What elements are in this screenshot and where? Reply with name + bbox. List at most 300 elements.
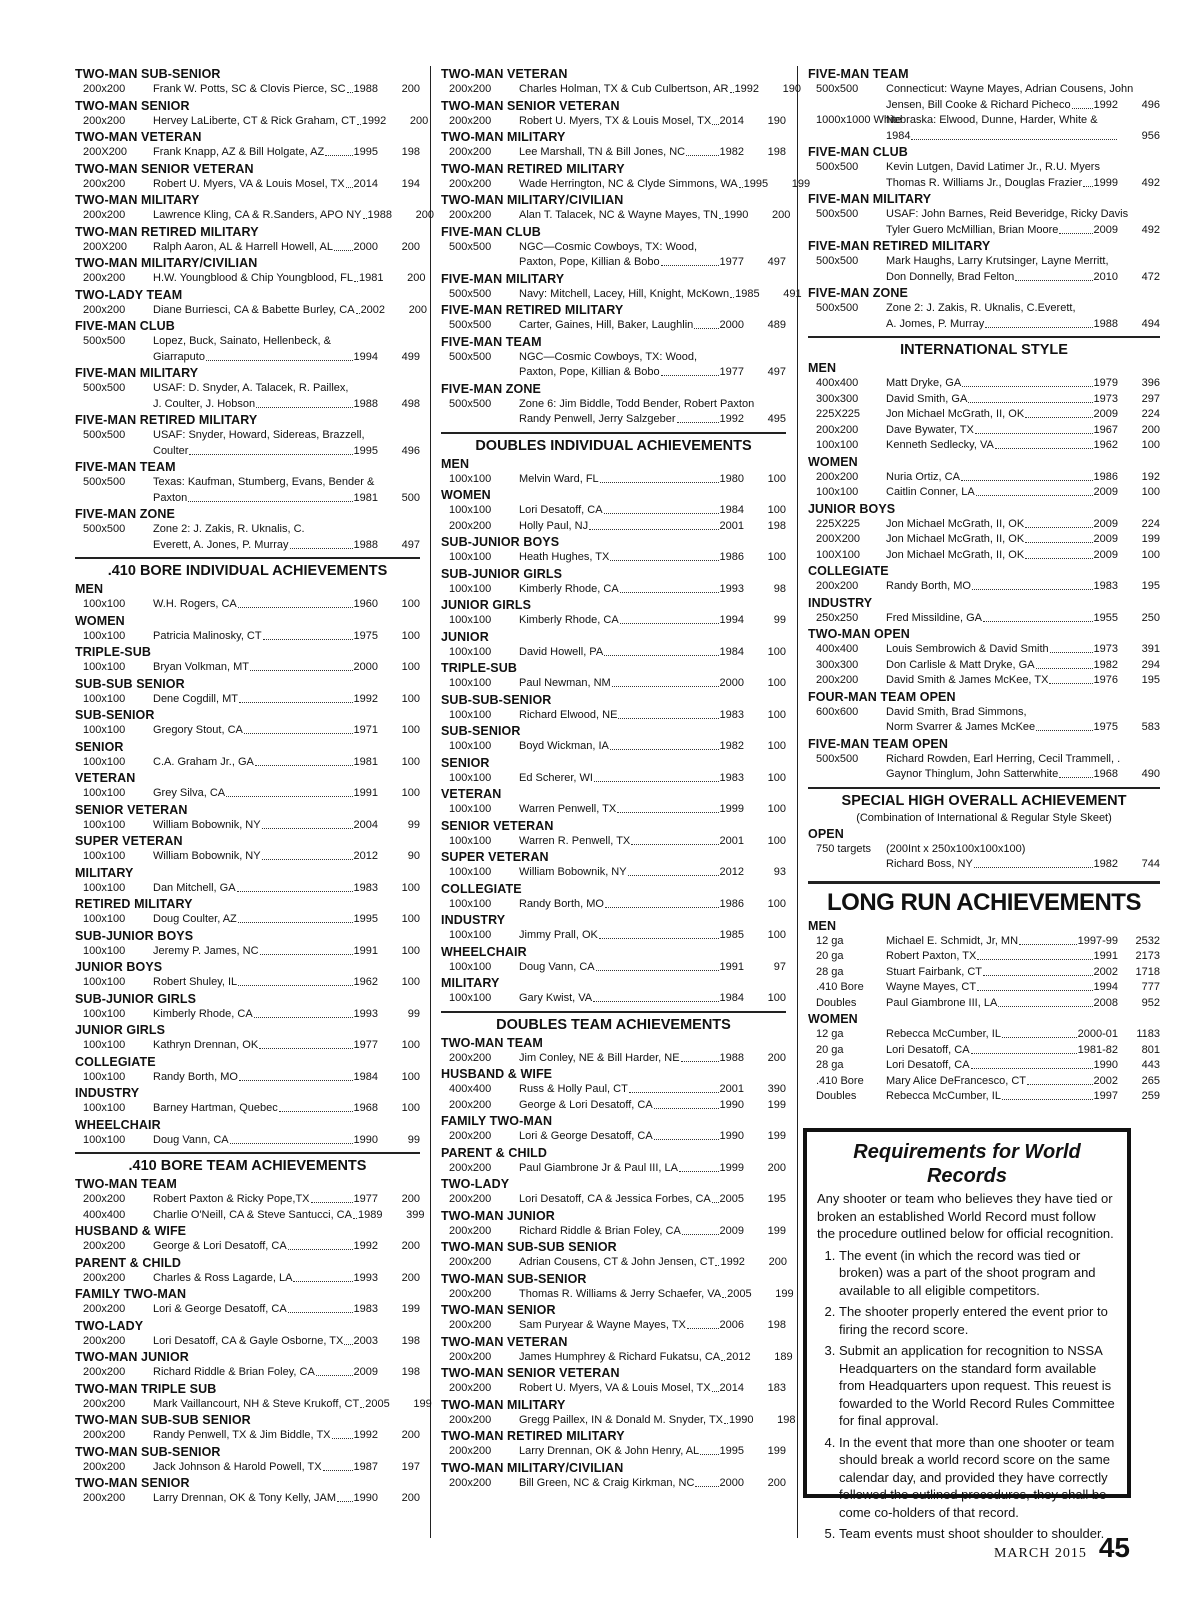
record-year: 2003: [353, 1334, 378, 1347]
record-holder: [886, 207, 1128, 223]
record-score: 199: [775, 1287, 794, 1300]
record-holder: [519, 412, 744, 428]
record-score: 2532: [1135, 934, 1160, 947]
dot-leader: [968, 392, 1092, 403]
record-name: Ed Scherer, WI: [519, 771, 593, 784]
record-name: Richard Boss, NY: [886, 858, 973, 870]
record-name: Warren R. Penwell, TX: [519, 834, 631, 847]
dot-leader: [188, 491, 352, 502]
record-year: 1992: [353, 692, 378, 705]
record-row: [441, 1476, 786, 1492]
record-row: [75, 849, 420, 865]
category-heading: FIVE-MAN TEAM: [808, 67, 909, 81]
record-holder: [153, 397, 378, 413]
dot-leader: [1002, 1089, 1093, 1100]
record-row: [75, 1491, 420, 1507]
record-score: 100: [1141, 439, 1160, 451]
category-heading: FIVE-MAN MILITARY: [75, 366, 199, 380]
dot-leader: [254, 1007, 353, 1018]
record-score: 200: [401, 240, 420, 253]
record-row: [441, 550, 786, 566]
record-holder: [153, 1133, 378, 1149]
record-row: [75, 1302, 420, 1318]
record-score: 956: [1141, 129, 1160, 142]
record-format: 100x100: [449, 897, 492, 910]
record-holder: [519, 318, 744, 334]
record-name: Robert U. Myers, VA & Louis Mosel, TX: [519, 1382, 711, 1394]
record-holder: [886, 82, 1133, 98]
record-name: Sam Puryear & Wayne Mayes, TX: [519, 1319, 686, 1331]
record-format: 100x100: [83, 1102, 126, 1114]
record-row: [441, 739, 786, 755]
category-heading: FIVE-MAN RETIRED MILITARY: [808, 239, 991, 253]
record-year: 2009: [719, 1224, 744, 1237]
record-score: 1718: [1135, 965, 1160, 978]
record-format: 200x200: [449, 146, 492, 158]
dot-leader: [719, 208, 723, 219]
dot-leader: [983, 611, 1093, 622]
record-spacer: [1133, 82, 1175, 98]
category-heading: COLLEGIATE: [441, 881, 522, 896]
record-format: 100x100: [83, 944, 126, 957]
record-row: [808, 642, 1160, 658]
record-name: USAF: D. Snyder, A. Talacek, R. Paillex,: [153, 382, 349, 394]
record-name: Bill Green, NC & Craig Kirkman, NC: [519, 1476, 695, 1489]
record-format: Doubles: [816, 996, 857, 1009]
record-name: Ralph Aaron, AL & Harrell Howell, AL: [153, 240, 333, 253]
record-score: 777: [1141, 981, 1160, 993]
record-format: 200x200: [449, 1476, 492, 1489]
dot-leader: [344, 1334, 352, 1345]
category-heading: SENIOR VETERAN: [75, 802, 188, 817]
record-score: 200: [401, 1193, 420, 1205]
issue-date: MARCH 2015: [993, 1546, 1087, 1561]
record-name: Jon Michael McGrath, II, OK: [886, 517, 1025, 530]
record-format: 200x200: [816, 580, 859, 592]
record-format: 100x100: [83, 629, 126, 642]
record-format: 100x100: [83, 787, 126, 799]
record-holder: [153, 1460, 378, 1476]
dot-leader: [724, 1413, 728, 1424]
record-year: 2000: [719, 1476, 744, 1489]
record-score: 490: [1141, 768, 1160, 780]
record-row: [75, 912, 420, 928]
record-score: 97: [773, 960, 786, 973]
category-heading: INDUSTRY: [75, 1086, 140, 1100]
record-score: 100: [767, 504, 786, 516]
record-format: 100x100: [83, 850, 126, 862]
dot-leader: [1019, 934, 1077, 945]
category-heading: FIVE-MAN RETIRED MILITARY: [75, 413, 258, 427]
record-score: 200: [401, 83, 420, 95]
record-score: 195: [1141, 580, 1160, 592]
dot-leader: [604, 503, 719, 514]
record-name: Norm Svarrer & James McKee: [886, 721, 1036, 733]
record-holder: [519, 472, 744, 488]
record-year: 1975: [353, 629, 378, 642]
requirement-item: 3. Submit an application for recognition to NSSA Headquarters on the standard form available from Headquarters upon request. This reuest is fowarded to the World Record Rules Committee for final approval.: [839, 1342, 1117, 1430]
record-holder: [153, 723, 378, 739]
category-heading: TWO-MAN SENIOR VETERAN: [441, 98, 620, 113]
record-score: 200: [772, 209, 791, 221]
record-row: [75, 145, 420, 161]
category-heading: FIVE-MAN CLUB: [808, 145, 908, 159]
record-year: 1976: [1093, 674, 1118, 686]
dot-leader: [589, 519, 718, 530]
record-score: 200: [401, 1240, 420, 1252]
dot-leader: [687, 1318, 719, 1329]
record-name: Tyler Guero McMillian, Brian Moore: [886, 223, 1059, 236]
record-holder: [153, 177, 378, 193]
record-format: 100x100: [83, 1007, 126, 1020]
record-score: 200: [401, 1492, 420, 1504]
record-format: 200x200: [83, 1193, 126, 1205]
record-format: 100x100: [449, 866, 492, 878]
record-holder: [886, 720, 1118, 736]
record-name: Navy: Mitchell, Lacey, Hill, Knight, McKown: [519, 287, 730, 300]
record-score: 100: [767, 645, 786, 658]
record-name: David Smith, Brad Simmons,: [886, 705, 1027, 718]
record-name: USAF: John Barnes, Reid Beveridge, Ricky Davis: [886, 208, 1129, 220]
category-heading: TWO-MAN SUB-SENIOR: [75, 67, 221, 81]
record-name: NGC—Cosmic Cowboys, TX: Wood,: [519, 350, 698, 363]
record-row: [75, 334, 420, 350]
record-holder: [153, 881, 378, 897]
record-score: 199: [1141, 533, 1160, 545]
record-row: [808, 720, 1160, 736]
record-score: 497: [767, 256, 786, 268]
record-name: Doug Coulter, AZ: [153, 913, 237, 925]
record-score: 1183: [1136, 1028, 1160, 1040]
record-row: [75, 786, 420, 802]
dot-leader: [610, 550, 718, 561]
record-name: Mary Alice DeFrancesco, CT: [886, 1074, 1026, 1087]
record-holder: [886, 1043, 1118, 1059]
category-heading: SENIOR: [75, 739, 124, 754]
record-year: 1975: [1093, 721, 1118, 733]
record-name: Gaynor Thinglum, John Satterwhite: [886, 768, 1059, 780]
record-row: [808, 438, 1160, 454]
record-format: 200x200: [449, 1130, 492, 1142]
record-year: 1985: [719, 929, 744, 941]
record-holder: [519, 240, 744, 256]
dot-leader: [620, 582, 719, 593]
dot-leader: [654, 1098, 719, 1109]
record-score: 200: [401, 1429, 420, 1441]
record-row: [808, 301, 1160, 317]
record-holder: [519, 991, 744, 1007]
record-format: 750 targets: [816, 842, 872, 855]
record-holder: [519, 1224, 744, 1240]
category-heading: WOMEN: [808, 454, 858, 469]
category-heading: FIVE-MAN TEAM: [75, 460, 176, 474]
record-name: Robert U. Myers, VA & Louis Mosel, TX: [153, 177, 345, 190]
record-format: [808, 857, 886, 873]
record-name: Kimberly Rhode, CA: [153, 1007, 253, 1020]
record-name: Charlie O'Neill, CA & Steve Santucci, CA: [153, 1208, 352, 1221]
record-year: 1984: [719, 992, 744, 1004]
record-year: 1967: [1093, 423, 1118, 436]
dot-leader: [206, 350, 353, 361]
record-holder: [519, 177, 768, 193]
record-year: 1992: [353, 1240, 378, 1252]
record-format: 200x200: [449, 1287, 492, 1300]
record-row: [441, 1161, 786, 1177]
record-format: Doubles: [816, 1090, 857, 1102]
record-format: 200x200: [449, 1193, 492, 1205]
record-holder: [153, 475, 378, 491]
record-format: 400x400: [449, 1083, 492, 1095]
dot-leader: [311, 1192, 353, 1203]
record-name: C.A. Graham Jr., GA: [153, 755, 254, 768]
record-score: 100: [1141, 486, 1160, 498]
record-score: 100: [401, 692, 420, 705]
record-score: 199: [413, 1397, 432, 1410]
record-holder: [886, 996, 1118, 1012]
record-format: 500x500: [449, 397, 492, 410]
record-spacer: [378, 381, 420, 397]
record-row: [441, 897, 786, 913]
record-year: 1992: [720, 1256, 745, 1268]
record-holder: [519, 208, 748, 224]
record-year: 1992: [361, 114, 387, 127]
category-heading: TWO-MAN VETERAN: [441, 67, 568, 81]
record-score: 100: [1141, 548, 1160, 561]
record-row: [808, 98, 1160, 114]
record-format: 200X200: [83, 146, 128, 158]
record-year: 2009: [1093, 533, 1118, 545]
record-name: Randy Borth, MO: [886, 580, 971, 592]
record-score: 100: [767, 472, 786, 485]
record-row: [808, 407, 1160, 423]
record-row: [75, 975, 420, 991]
category-heading: SUB-JUNIOR GIRLS: [75, 991, 197, 1006]
record-score: 100: [767, 834, 786, 847]
record-score: 100: [401, 913, 420, 925]
record-row: [441, 145, 786, 161]
record-spacer: [378, 334, 420, 350]
record-format: 200x200: [816, 423, 859, 436]
record-name: Matt Dryke, GA: [886, 377, 962, 389]
record-format: [75, 444, 153, 460]
record-row: [441, 1098, 786, 1114]
dot-leader: [739, 177, 743, 188]
dot-leader: [255, 755, 353, 766]
record-score: 198: [401, 146, 420, 158]
record-row: [75, 444, 420, 460]
record-format: 200x200: [83, 1240, 126, 1252]
dot-leader: [1025, 407, 1092, 418]
record-row: [441, 865, 786, 881]
record-name: Heath Hughes, TX: [519, 551, 610, 563]
record-name: Jon Michael McGrath, II, OK: [886, 533, 1025, 545]
record-holder: [886, 485, 1118, 501]
record-name: Randy Penwell, Jerry Salzgeber: [519, 413, 676, 425]
dot-leader: [1059, 223, 1092, 234]
record-year: 1990: [353, 1492, 378, 1504]
record-holder: [886, 579, 1118, 595]
requirements-list: [817, 1247, 1117, 1543]
record-holder: [153, 944, 378, 960]
record-holder: [519, 1129, 744, 1145]
record-year: 1999: [1093, 176, 1118, 189]
record-name: Larry Drennan, OK & Tony Kelly, JAM: [153, 1492, 336, 1504]
record-year: 1968: [1093, 768, 1118, 780]
record-row: [441, 472, 786, 488]
record-name: H.W. Youngblood & Chip Youngblood, FL: [153, 272, 353, 284]
record-holder: [519, 802, 744, 818]
record-name: Rebecca McCumber, IL: [886, 1090, 1001, 1102]
record-name: Wade Herrington, NC & Clyde Simmons, WA: [519, 177, 738, 190]
dot-leader: [620, 613, 719, 624]
category-heading: FIVE-MAN ZONE: [441, 381, 541, 396]
record-row: [75, 538, 420, 554]
record-holder: [886, 470, 1118, 486]
record-year: 1962: [1093, 439, 1118, 451]
record-year: 2000-01: [1077, 1028, 1118, 1040]
record-holder: [153, 428, 378, 444]
record-year: 1984: [719, 645, 744, 658]
record-row: [75, 475, 420, 491]
record-row: [808, 611, 1160, 627]
category-heading: INDUSTRY: [808, 595, 873, 610]
record-format: 100x100: [449, 708, 492, 721]
record-row: [75, 692, 420, 708]
record-row: [75, 1070, 420, 1086]
dot-leader: [1015, 270, 1092, 281]
record-row: [75, 1007, 420, 1023]
record-holder: [886, 1058, 1118, 1074]
record-name: Dave Bywater, TX: [886, 423, 974, 436]
record-year: 2002: [1093, 1074, 1118, 1087]
section-title: DOUBLES TEAM ACHIEVEMENTS: [441, 1011, 786, 1035]
category-heading: TWO-MAN MILITARY: [75, 193, 200, 207]
record-row: [441, 1413, 796, 1429]
record-holder: [519, 645, 744, 661]
record-row: [441, 412, 786, 428]
record-name: Lori & George Desatoff, CA: [519, 1130, 653, 1142]
record-format: 200x200: [83, 114, 126, 127]
record-score: 195: [1141, 674, 1160, 686]
record-row: [808, 113, 1160, 129]
record-score: 2173: [1135, 950, 1160, 962]
record-holder: [153, 1302, 378, 1318]
record-row: [75, 82, 420, 98]
record-score: 396: [1141, 377, 1160, 389]
record-row: [808, 129, 1160, 145]
record-holder: [153, 975, 378, 991]
record-name: Hervey LaLiberte, CT & Rick Graham, CT: [153, 114, 356, 127]
record-name: Kevin Lutgen, David Latimer Jr., R.U. Myers: [886, 161, 1100, 173]
record-format: 500x500: [83, 335, 126, 347]
category-heading: TWO-LADY TEAM: [75, 287, 183, 302]
record-year: 2002: [1093, 965, 1118, 978]
dot-leader: [323, 1460, 353, 1471]
category-heading: SENIOR VETERAN: [441, 818, 554, 833]
record-score: 100: [401, 1070, 420, 1083]
record-row: [75, 381, 420, 397]
category-heading: TWO-MAN MILITARY: [441, 1397, 566, 1412]
category-heading: TWO-MAN SUB-SUB SENIOR: [75, 1413, 251, 1427]
record-format: 200x200: [83, 209, 126, 221]
record-score: 200: [767, 1051, 786, 1064]
record-row: [808, 532, 1160, 548]
record-name: David Howell, PA: [519, 645, 604, 658]
record-format: 200x200: [83, 1397, 126, 1410]
record-score: 198: [767, 1319, 786, 1331]
record-name: Louis Sembrowich & David Smith: [886, 643, 1049, 655]
record-holder: [886, 532, 1118, 548]
record-holder: [886, 223, 1118, 239]
record-format: 200x200: [449, 1382, 492, 1394]
record-row: [808, 207, 1160, 223]
record-holder: [886, 842, 1118, 858]
record-holder: [886, 160, 1118, 176]
record-name: James Humphrey & Richard Fukatsu, CA: [519, 1350, 721, 1363]
dot-leader: [1025, 532, 1092, 543]
dot-leader: [694, 318, 718, 329]
record-format: .410 Bore: [816, 1074, 864, 1087]
record-row: [75, 1428, 420, 1444]
record-row: [441, 708, 786, 724]
record-row: [808, 160, 1160, 176]
dot-leader: [316, 1365, 353, 1376]
record-format: 500x500: [816, 302, 859, 314]
record-format: 200x200: [816, 470, 859, 483]
record-holder: [519, 350, 744, 366]
record-year: 1981: [353, 755, 378, 768]
dot-leader: [238, 975, 352, 986]
dot-leader: [325, 145, 352, 156]
record-score: 200: [768, 1256, 787, 1268]
dot-leader: [977, 949, 1092, 960]
record-name: Kimberly Rhode, CA: [519, 582, 619, 595]
record-year: 2010: [1093, 270, 1118, 283]
record-row: [441, 240, 786, 256]
record-row: [808, 965, 1160, 981]
record-row: [808, 1027, 1160, 1043]
dot-leader: [661, 365, 719, 376]
record-year: 1988: [353, 397, 378, 410]
record-format: 20 ga: [816, 950, 844, 962]
record-score: 498: [401, 397, 420, 410]
dot-leader: [962, 376, 1092, 387]
section-title: .410 BORE INDIVIDUAL ACHIEVEMENTS: [75, 557, 420, 581]
category-heading: TWO-MAN JUNIOR: [75, 1350, 189, 1364]
record-name: Alan T. Talacek, NC & Wayne Mayes, TN: [519, 209, 718, 221]
record-format: 100x100: [83, 1070, 126, 1083]
dot-leader: [617, 802, 718, 813]
record-holder: [519, 1350, 751, 1366]
record-format: 200x200: [449, 177, 492, 190]
record-row: [75, 1101, 420, 1117]
record-holder: [519, 928, 744, 944]
record-year: 1962: [353, 976, 378, 988]
record-format: 200x200: [449, 1224, 492, 1237]
record-holder: [519, 365, 744, 381]
record-name: Charles Holman, TX & Cub Culbertson, AR: [519, 83, 729, 95]
record-row: [808, 996, 1160, 1012]
record-format: 500x500: [83, 476, 126, 488]
record-year: 2005: [365, 1397, 390, 1410]
record-name: Doug Vann, CA: [519, 960, 595, 973]
record-row: [75, 114, 429, 130]
record-name: Jeremy P. James, NC: [153, 944, 259, 957]
record-row: [75, 944, 420, 960]
record-holder: [153, 1365, 378, 1381]
record-holder: [886, 407, 1118, 423]
record-name: Texas: Kaufman, Stumberg, Evans, Bender &: [153, 476, 375, 488]
